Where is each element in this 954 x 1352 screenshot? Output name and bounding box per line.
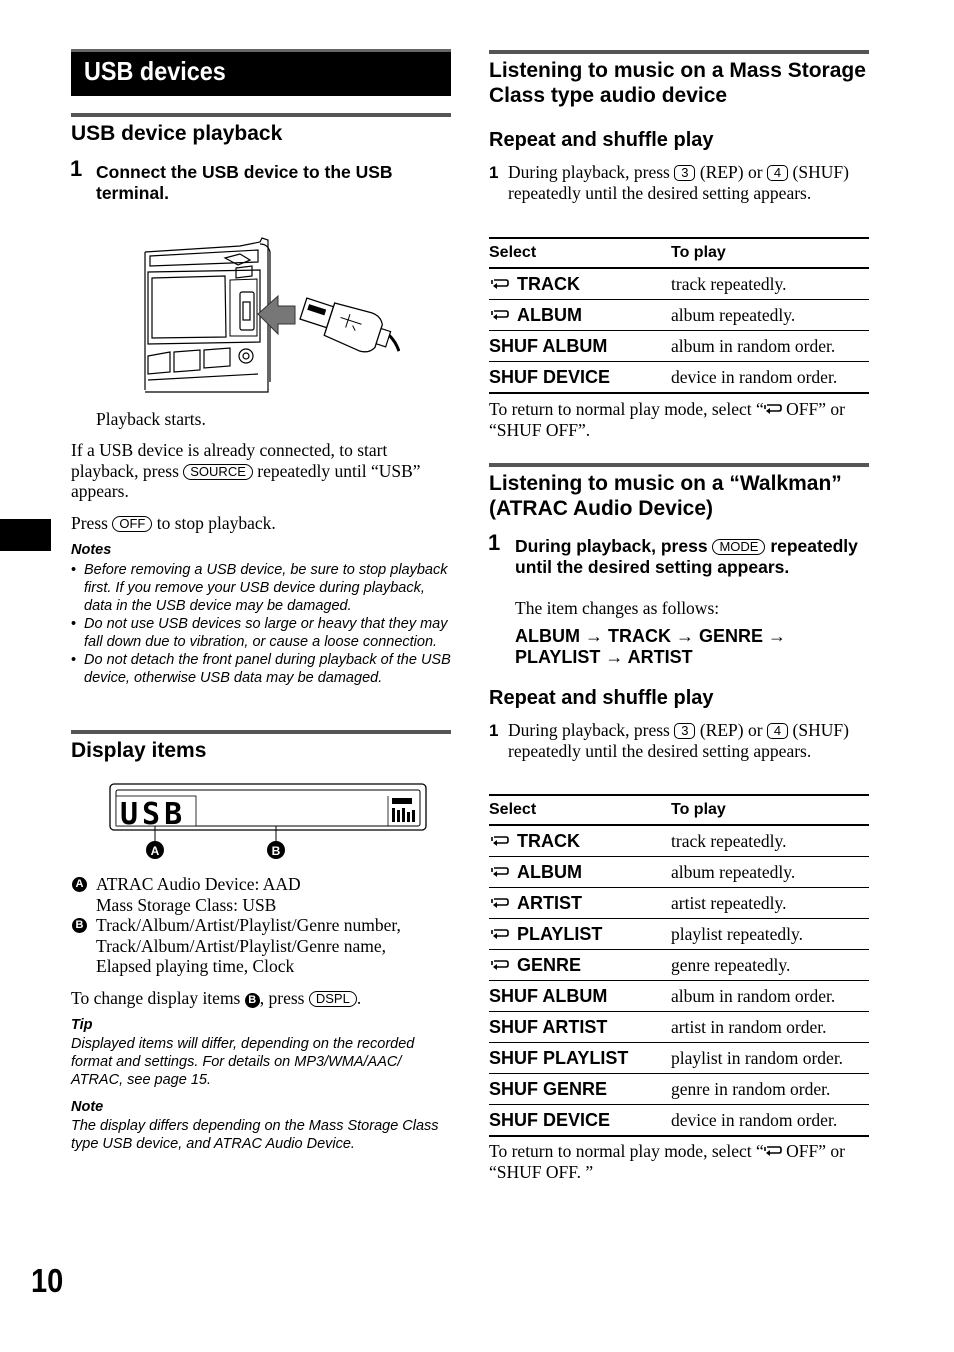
- table-row: [489, 1043, 869, 1074]
- select-cell: [489, 1105, 671, 1137]
- callout-a: A: [150, 844, 160, 858]
- column-header-select: Select: [489, 238, 671, 268]
- table-row: [489, 825, 869, 857]
- walkman-repeat-heading: Repeat and shuffle play: [489, 687, 714, 709]
- step-text: Connect the USB device to the USB terminal.: [96, 162, 393, 203]
- display-items-legend: [71, 874, 451, 977]
- select-cell: [489, 1074, 671, 1105]
- repeat-icon: [491, 955, 511, 976]
- select-label: SHUF GENRE: [489, 1078, 608, 1099]
- step-number: 1: [70, 156, 83, 181]
- column-header-to-play: To play: [671, 795, 869, 825]
- sequence-line: PLAYLIST → ARTIST: [515, 647, 693, 667]
- section-rule: [489, 463, 869, 467]
- page-number: 10: [31, 1262, 64, 1299]
- select-label: PLAYLIST: [517, 923, 603, 944]
- section-rule: [71, 113, 451, 117]
- select-label: ALBUM: [517, 861, 582, 882]
- select-cell: [489, 981, 671, 1012]
- to-play-cell: artist repeatedly.: [671, 888, 869, 919]
- to-play-cell: album repeatedly.: [671, 300, 869, 331]
- paragraph-text: During playback, press: [508, 162, 670, 182]
- table-header-row: [489, 795, 869, 825]
- display-usb-text: USB: [120, 797, 187, 832]
- note-heading: Note: [71, 1099, 104, 1115]
- note-text: The display differs depending on the Mass Storage Class type USB device, and ATRAC Audio Device.: [71, 1118, 439, 1152]
- to-play-cell: device in random order.: [671, 1105, 869, 1137]
- change-display-paragraph: [71, 988, 361, 1009]
- mode-button: MODE: [712, 539, 765, 555]
- lcd-display-illustration: [108, 780, 430, 862]
- paragraph-text: .: [356, 988, 362, 1008]
- table-header-row: [489, 238, 869, 268]
- usb-connection-illustration: [140, 232, 400, 400]
- msc-step-text: [508, 162, 868, 203]
- playback-starts-text: Playback starts.: [96, 409, 206, 429]
- table-row: [489, 857, 869, 888]
- tip-heading: Tip: [71, 1017, 93, 1033]
- repeat-icon: [491, 274, 511, 295]
- select-label: TRACK: [517, 273, 580, 294]
- repeat-icon: [764, 1141, 782, 1161]
- button-4: 4: [767, 165, 788, 181]
- to-play-cell: genre in random order.: [671, 1074, 869, 1105]
- paragraph-text: OFF” or “SHUF OFF. ”: [489, 1141, 845, 1182]
- button-3: 3: [674, 723, 695, 739]
- table-row: [489, 300, 869, 331]
- table-row: [489, 1012, 869, 1043]
- to-play-cell: playlist repeatedly.: [671, 919, 869, 950]
- sequence-line: ALBUM → TRACK → GENRE →: [515, 626, 786, 646]
- to-play-cell: album in random order.: [671, 981, 869, 1012]
- table-row: [489, 888, 869, 919]
- msc-heading: Listening to music on a Mass Storage Class type audio device: [489, 59, 866, 107]
- select-cell: [489, 857, 671, 888]
- select-cell: [489, 331, 671, 362]
- repeat-icon: [491, 862, 511, 883]
- to-play-cell: playlist in random order.: [671, 1043, 869, 1074]
- paragraph-text: To change display items: [71, 988, 241, 1008]
- table-row: [489, 950, 869, 981]
- paragraph-text: To return to normal play mode, select “: [489, 1141, 764, 1161]
- off-button: OFF: [112, 516, 152, 532]
- to-play-cell: album repeatedly.: [671, 857, 869, 888]
- repeat-icon: [764, 399, 782, 419]
- callout-b: B: [271, 844, 281, 858]
- legend-b-line: Track/Album/Artist/Playlist/Genre name,: [96, 935, 387, 956]
- column-header-select: Select: [489, 795, 671, 825]
- select-cell: [489, 950, 671, 981]
- section-rule: [489, 50, 869, 54]
- notes-heading: Notes: [71, 542, 112, 558]
- paragraph-text: During playback, press: [508, 720, 670, 740]
- select-cell: [489, 1043, 671, 1074]
- select-label: SHUF ARTIST: [489, 1016, 608, 1037]
- column-header-to-play: To play: [671, 238, 869, 268]
- msc-return-text: [489, 399, 869, 440]
- select-label: SHUF DEVICE: [489, 366, 611, 387]
- tip-text: Displayed items will differ, depending on the recorded format and settings. For details on MP3/WMA/AAC/ ATRAC, see page 15.: [71, 1036, 415, 1088]
- paragraph-text: If a USB device is already connected, to start playback, press: [71, 440, 388, 481]
- select-cell: [489, 919, 671, 950]
- select-cell: [489, 825, 671, 857]
- paragraph-text: , press: [259, 988, 305, 1008]
- walkman-step2-text: [508, 720, 868, 761]
- walkman-return-text: [489, 1141, 869, 1182]
- section-rule: [71, 730, 451, 734]
- walkman-heading: Listening to music on a “Walkman” (ATRAC Audio Device): [489, 472, 842, 520]
- legend-b: [71, 915, 451, 977]
- select-label: GENRE: [517, 954, 582, 975]
- legend-b-line: Track/Album/Artist/Playlist/Genre number,: [96, 915, 401, 935]
- repeat-icon: [491, 305, 511, 326]
- callout-a-badge: A: [72, 877, 87, 892]
- paragraph-text: To return to normal play mode, select “: [489, 399, 764, 419]
- select-cell: [489, 1012, 671, 1043]
- paragraph-text: (SHUF) repeatedly until the desired setting appears.: [508, 720, 849, 761]
- select-label: ARTIST: [517, 892, 582, 913]
- walkman-repeat-table: [489, 794, 869, 1137]
- notes-list: [71, 561, 451, 687]
- dspl-button: DSPL: [309, 991, 357, 1007]
- paragraph-text: repeatedly until the desired setting appears.: [515, 536, 858, 577]
- to-play-cell: device in random order.: [671, 362, 869, 394]
- table-row: [489, 1105, 869, 1137]
- walkman-mode-sequence: [515, 626, 786, 668]
- select-label: SHUF PLAYLIST: [489, 1047, 629, 1068]
- already-connected-paragraph: [71, 440, 451, 502]
- walkman-step-text: [515, 536, 865, 577]
- stop-paragraph: [71, 513, 276, 534]
- callout-b-badge: B: [72, 918, 87, 933]
- repeat-icon: [491, 831, 511, 852]
- to-play-cell: artist in random order.: [671, 1012, 869, 1043]
- walkman-step2-number: 1: [489, 721, 499, 740]
- repeat-icon: [491, 893, 511, 914]
- table-row: [489, 268, 869, 300]
- paragraph-text: (SHUF) repeatedly until the desired setting appears.: [508, 162, 849, 203]
- paragraph-text: Press: [71, 513, 108, 533]
- legend-a-line: Mass Storage Class: USB: [96, 894, 277, 915]
- page-title-bar: [71, 52, 451, 96]
- table-row: [489, 331, 869, 362]
- paragraph-text: to stop playback.: [156, 513, 276, 533]
- msc-step-number: 1: [489, 163, 499, 182]
- paragraph-text: repeatedly until “USB” appears.: [71, 460, 421, 501]
- button-4: 4: [767, 723, 788, 739]
- page-title: USB devices: [84, 56, 226, 86]
- source-button: SOURCE: [183, 464, 253, 480]
- select-label: SHUF ALBUM: [489, 335, 608, 356]
- display-items-heading: Display items: [71, 739, 207, 762]
- paragraph-text: (REP) or: [699, 162, 763, 182]
- select-label: TRACK: [517, 830, 580, 851]
- paragraph-text: During playback, press: [515, 536, 708, 556]
- select-cell: [489, 888, 671, 919]
- to-play-cell: genre repeatedly.: [671, 950, 869, 981]
- table-row: [489, 362, 869, 394]
- button-3: 3: [674, 165, 695, 181]
- select-cell: [489, 268, 671, 300]
- walkman-step-number: 1: [488, 530, 501, 555]
- legend-a-line: ATRAC Audio Device: AAD: [96, 874, 301, 894]
- msc-repeat-heading: Repeat and shuffle play: [489, 129, 714, 151]
- to-play-cell: track repeatedly.: [671, 825, 869, 857]
- to-play-cell: album in random order.: [671, 331, 869, 362]
- chapter-tab-marker: [0, 519, 51, 551]
- to-play-cell: track repeatedly.: [671, 268, 869, 300]
- callout-b-badge: B: [245, 993, 260, 1008]
- note-item: • Before removing a USB device, be sure to stop playback first. If you remove your USB device during playback, data in the USB device may be damaged.: [71, 561, 451, 615]
- note-item: • Do not use USB devices so large or heavy that they may fall down due to vibration, or cause a loose connection.: [71, 615, 451, 651]
- select-cell: [489, 300, 671, 331]
- legend-a: [71, 874, 451, 915]
- note-item: • Do not detach the front panel during playback of the USB device, otherwise USB data may be damaged.: [71, 651, 451, 687]
- usb-playback-heading: USB device playback: [71, 122, 283, 145]
- walkman-changes-text: The item changes as follows:: [515, 598, 720, 618]
- repeat-icon: [491, 924, 511, 945]
- table-row: [489, 919, 869, 950]
- select-label: ALBUM: [517, 304, 582, 325]
- select-label: SHUF DEVICE: [489, 1109, 611, 1130]
- msc-repeat-table: [489, 237, 869, 394]
- paragraph-text: (REP) or: [699, 720, 763, 740]
- select-label: SHUF ALBUM: [489, 985, 608, 1006]
- table-row: [489, 981, 869, 1012]
- legend-b-line: Elapsed playing time, Clock: [96, 956, 295, 976]
- table-row: [489, 1074, 869, 1105]
- select-cell: [489, 362, 671, 394]
- paragraph-text: OFF” or “SHUF OFF”.: [489, 399, 845, 440]
